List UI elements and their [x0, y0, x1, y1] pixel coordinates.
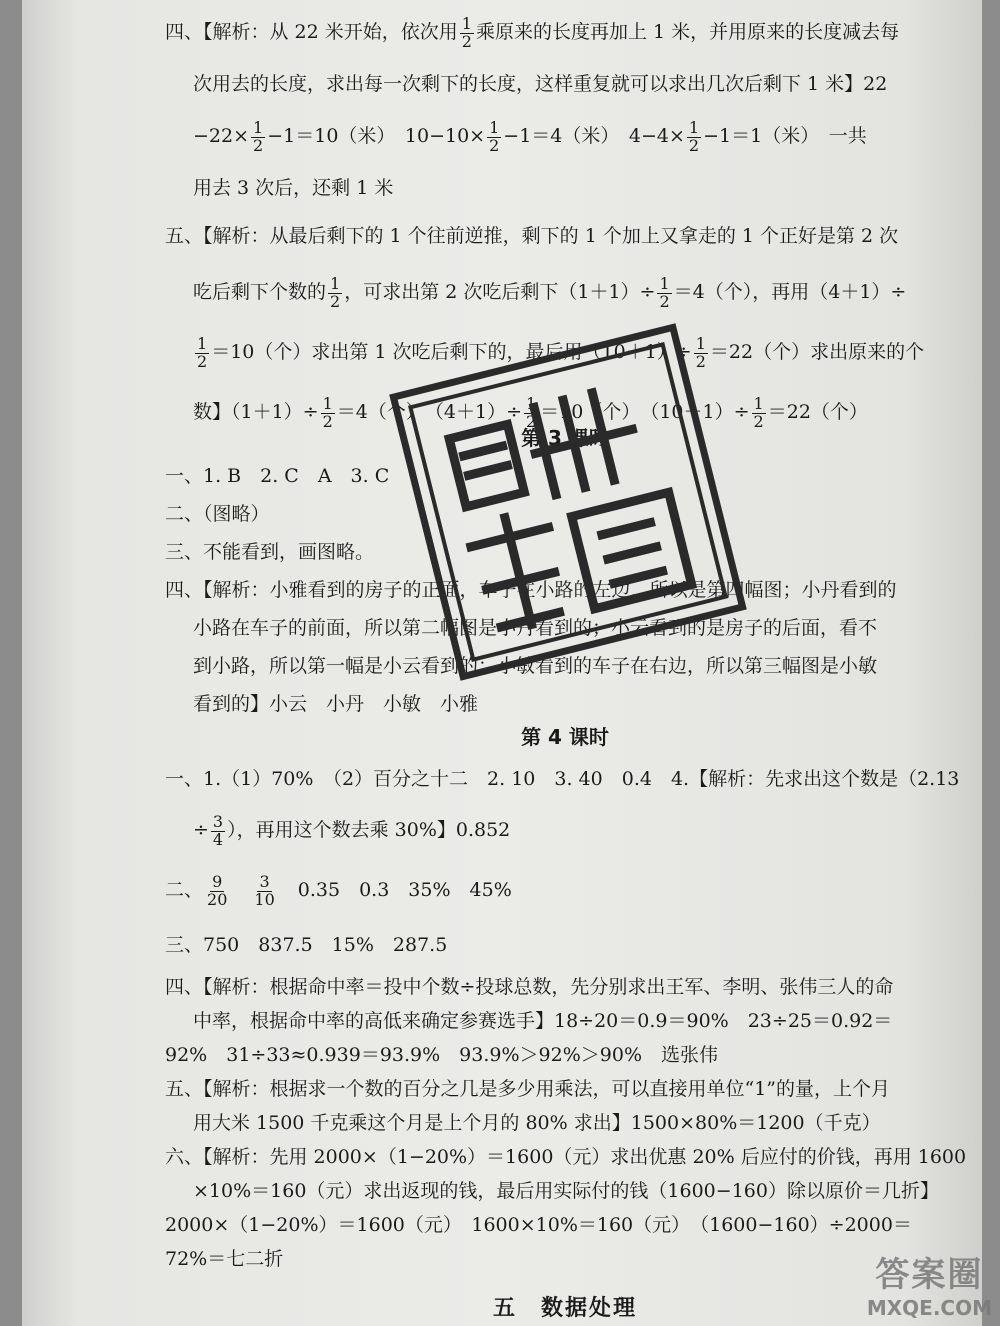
text-run: −22× — [193, 125, 250, 147]
text-line: 72%＝七二折 — [165, 1248, 284, 1270]
fraction — [195, 333, 209, 371]
denominator: 2 — [197, 351, 208, 371]
fraction — [252, 871, 276, 909]
section-five-heading: 五 数据处理 — [492, 1295, 637, 1321]
text-line: 六、【解析：先用 2000×（1−20%）＝1600（元）求出优惠 20% 后应付的价钱，再用 1600 — [165, 1146, 967, 1168]
watermark-title: 答案圈 — [875, 1255, 984, 1295]
text-line — [165, 6, 965, 58]
text-run: ，可求出第 2 次吃后剩下（1＋1）÷ — [344, 281, 656, 303]
lesson-3-answers — [165, 457, 965, 723]
text-run: 数】（1＋1）÷ — [193, 401, 319, 423]
text-line: 三、不能看到，画图略。 — [165, 541, 375, 563]
denominator: 2 — [659, 291, 670, 311]
text-line: 一、1. B 2. C A 3. C — [165, 465, 390, 487]
lesson-3-heading: 第 3 课时 — [521, 426, 609, 450]
text-line — [165, 322, 965, 382]
text-line — [165, 110, 965, 162]
numerator: 1 — [197, 333, 208, 353]
text-line: 中率，根据命中率的高低来确定参赛选手】18÷20＝0.9＝90% 23÷25＝0.92＝ — [193, 1010, 893, 1032]
denominator: 2 — [525, 411, 537, 431]
text-line: 小路在车子的前面，所以第二幅图是小丹看到的；小云看到的是房子的后面，看不 — [193, 617, 878, 639]
text-run: −1＝4（米） 4−4× — [503, 125, 685, 147]
fraction — [205, 871, 229, 909]
text-run: 0.35 0.3 35% 45% — [297, 879, 512, 901]
denominator: 10 — [254, 889, 275, 909]
watermark-url: MXQE.COM — [866, 1296, 992, 1320]
text-run: −1＝10（米） 10−10× — [267, 125, 486, 147]
text-line: 92% 31÷33≈0.939＝93.9% 93.9%＞92%＞90% 选张伟 — [165, 1044, 718, 1066]
text-line: 用去 3 次后，还剩 1 米 — [193, 177, 394, 199]
fraction — [328, 273, 342, 311]
fraction — [487, 117, 501, 155]
denominator: 2 — [330, 291, 341, 311]
text-line: 三、750 837.5 15% 287.5 — [165, 934, 448, 956]
text-line: 2000×（1−20%）＝1600（元） 1600×10%＝160（元） （1600−160）÷2000＝ — [165, 1214, 912, 1236]
numerator: 1 — [688, 117, 700, 137]
denominator: 2 — [253, 135, 264, 155]
lesson-4-answers — [165, 758, 965, 1276]
para-five-top — [165, 210, 965, 442]
text-run: 二、 — [165, 879, 204, 901]
numerator: 1 — [695, 333, 706, 353]
numerator: 1 — [322, 393, 333, 413]
text-run: ＝22（个）求出原来的个 — [709, 341, 925, 363]
fraction — [687, 117, 701, 155]
numerator: 9 — [212, 871, 223, 891]
numerator: 1 — [330, 273, 341, 293]
text-line: 二、（图略） — [165, 503, 270, 525]
numerator: 1 — [659, 273, 670, 293]
fraction — [460, 13, 474, 51]
text-run: 乘原来的长度再加上 1 米，并用原来的长度减去每 — [475, 21, 900, 43]
text-run: ），再用这个数去乘 30%】0.852 — [227, 819, 511, 841]
numerator: 1 — [461, 13, 472, 33]
text-run: ＝10（个）求出第 1 次吃后剩下的，最后用（10＋1）÷ — [211, 341, 692, 363]
denominator: 4 — [212, 829, 224, 849]
denominator: 2 — [322, 411, 333, 431]
denominator: 20 — [207, 889, 228, 909]
numerator: 1 — [489, 117, 500, 137]
lesson-4-heading: 第 4 课时 — [521, 725, 609, 749]
text-line: 一、1.（1）70% （2）百分之十二 2. 10 3. 40 0.4 4.【解析：先求出这个数是（2.13 — [165, 768, 960, 790]
fraction — [251, 117, 265, 155]
text-line: 五、【解析：根据求一个数的百分之几是多少用乘法，可以直接用单位“1”的量，上个月 — [165, 1078, 891, 1100]
fraction — [694, 333, 708, 371]
text-run: ＝22（个） — [767, 401, 868, 423]
numerator: 3 — [212, 811, 224, 831]
text-line: 到小路，所以第一幅是小云看到的；小敏看到的车子在右边，所以第三幅图是小敏 — [193, 655, 878, 677]
denominator: 2 — [461, 31, 472, 51]
text-line — [165, 800, 965, 860]
text-line: 四、【解析：根据命中率＝投中个数÷投球总数，先分别求出王军、李明、张伟三人的命 — [165, 976, 894, 998]
text-line: 次用去的长度，求出每一次剩下的长度，这样重复就可以求出几次后剩下 1 米】22 — [193, 73, 888, 95]
fraction — [211, 811, 225, 849]
denominator: 2 — [489, 135, 500, 155]
watermark — [867, 1247, 992, 1320]
numerator: 3 — [259, 871, 270, 891]
denominator: 2 — [695, 351, 706, 371]
text-run: 四、【解析：从 22 米开始，依次用 — [165, 21, 458, 43]
text-line: 看到的】小云 小丹 小敏 小雅 — [193, 693, 479, 715]
numerator: 1 — [253, 117, 264, 137]
denominator: 2 — [753, 411, 764, 431]
text-run: ÷ — [193, 819, 209, 841]
numerator: 1 — [525, 393, 537, 413]
text-run: −1＝1（米） 一共 — [703, 125, 867, 147]
text-line: 用大米 1500 千克乘这个月是上个月的 80% 求出】1500×80%＝1200（千克） — [193, 1112, 881, 1134]
text-line — [165, 262, 965, 322]
text-line: 五、【解析：从最后剩下的 1 个往前逆推，剩下的 1 个加上又拿走的 1 个正好是第 2 次 — [165, 225, 899, 247]
numerator: 1 — [753, 393, 764, 413]
text-run: ＝4（个） （4＋1）÷ — [336, 401, 522, 423]
text-run: 吃后剩下个数的 — [193, 281, 327, 303]
para-four-top — [165, 6, 965, 214]
text-run: ＝4（个），再用（4＋1）÷ — [673, 281, 907, 303]
text-line — [165, 860, 965, 920]
text-run: ＝10（个） （10＋1）÷ — [540, 401, 750, 423]
text-line: ×10%＝160（元）求出返现的钱，最后用实际付的钱（1600−160）除以原价＝几折】 — [193, 1180, 939, 1202]
fraction — [657, 273, 671, 311]
denominator: 2 — [688, 135, 700, 155]
text-line: 四、【解析：小雅看到的房子的正面，车子在小路的左边，所以是第四幅图；小丹看到的 — [165, 579, 897, 601]
